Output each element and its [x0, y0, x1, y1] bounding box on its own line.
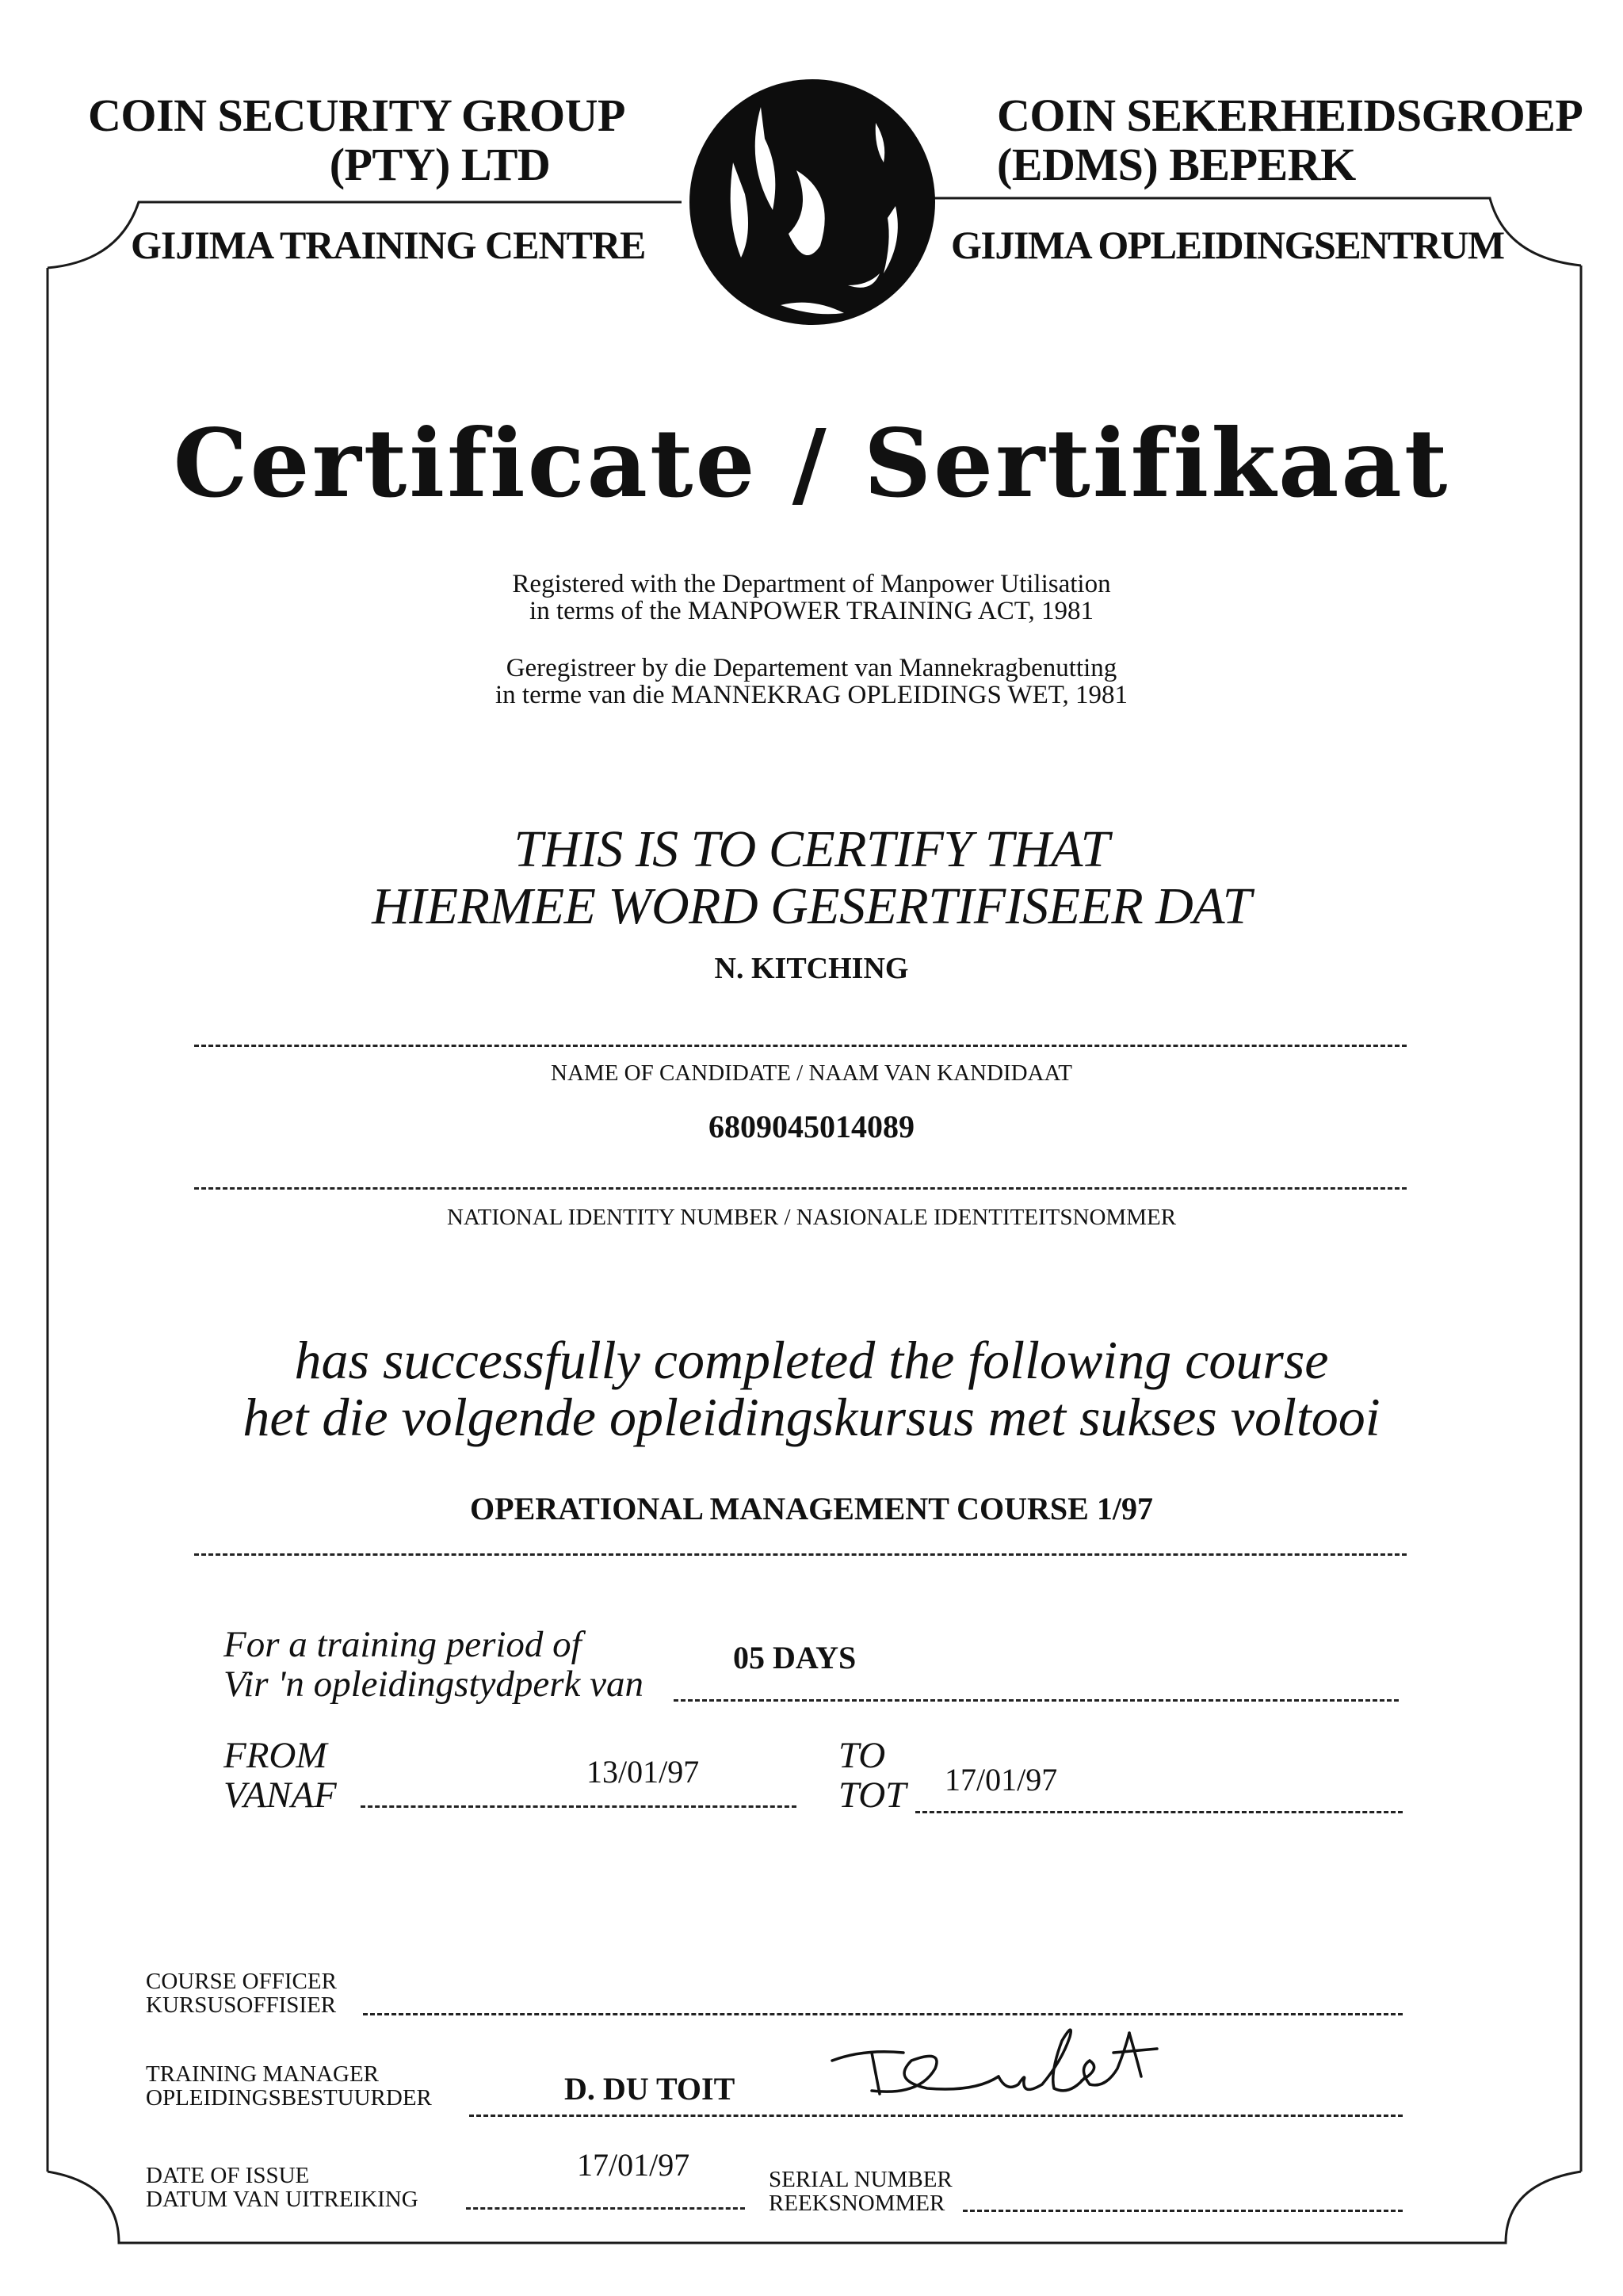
- candidate-id-number: 6809045014089: [708, 1109, 915, 1144]
- candidate-name-label: NAME OF CANDIDATE / NAAM VAN KANDIDAAT: [551, 1060, 1072, 1086]
- training-manager-line: [469, 2115, 1403, 2117]
- training-period-label: [223, 1625, 715, 1704]
- completion-af: het die volgende opleidingskursus met sukses voltooi: [242, 1387, 1381, 1447]
- course-officer-label: [146, 1969, 463, 2017]
- to-label-en: TO: [838, 1735, 886, 1776]
- date-of-issue-label: [146, 2164, 542, 2211]
- certify-heading: [98, 821, 1525, 935]
- from-label-af: VANAF: [223, 1775, 337, 1816]
- training-period-label-af: Vir 'n opleidingstydperk van: [223, 1664, 643, 1705]
- company-name-en-line2: (PTY) LTD: [329, 139, 551, 190]
- training-manager-label-af: OPLEIDINGSBESTUURDER: [146, 2085, 432, 2111]
- training-period-value: 05 DAYS: [733, 1640, 857, 1675]
- date-of-issue-value: 17/01/97: [577, 2147, 690, 2183]
- training-centre-af: GIJIMA OPLEIDINGSENTRUM: [951, 223, 1504, 267]
- company-name-en-line1: COIN SECURITY GROUP: [88, 90, 625, 141]
- registration-af: [336, 655, 1287, 709]
- training-centre-en: GIJIMA TRAINING CENTRE: [131, 223, 646, 267]
- candidate-id-line: [194, 1187, 1407, 1190]
- course-officer-label-af: KURSUSOFFISIER: [146, 1992, 337, 2018]
- company-name-af: [997, 91, 1615, 189]
- to-date: 17/01/97: [945, 1762, 1058, 1797]
- from-date: 13/01/97: [586, 1754, 700, 1790]
- serial-number-label-af: REEKSNOMMER: [769, 2191, 945, 2216]
- serial-number-line: [963, 2210, 1403, 2212]
- registration-en: [336, 571, 1287, 625]
- from-date-line: [361, 1805, 796, 1808]
- certify-en: THIS IS TO CERTIFY THAT: [514, 820, 1109, 878]
- completion-en: has successfully completed the following course: [294, 1330, 1329, 1390]
- to-date-line: [915, 1811, 1403, 1813]
- certificate-title: Certificate / Sertifikaat: [173, 408, 1450, 518]
- globe-emblem-icon: [685, 75, 939, 329]
- candidate-name: N. KITCHING: [714, 952, 909, 985]
- training-manager-label: [146, 2062, 542, 2110]
- certify-af: HIERMEE WORD GESERTIFISEER DAT: [372, 877, 1251, 935]
- date-of-issue-label-en: DATE OF ISSUE: [146, 2163, 310, 2188]
- date-of-issue-line: [466, 2207, 745, 2210]
- course-name-line: [194, 1553, 1407, 1556]
- registration-en-line1: Registered with the Department of Manpower Utilisation: [512, 570, 1111, 598]
- training-manager-label-en: TRAINING MANAGER: [146, 2061, 380, 2087]
- training-period-label-en: For a training period of: [223, 1624, 582, 1665]
- company-name-af-line2: (EDMS) BEPERK: [997, 139, 1356, 190]
- from-label-en: FROM: [223, 1735, 327, 1776]
- registration-af-line1: Geregistreer by die Departement van Mannekragbenutting: [506, 654, 1117, 682]
- training-manager-signature: [816, 2005, 1181, 2116]
- course-officer-label-en: COURSE OFFICER: [146, 1969, 337, 1994]
- serial-number-label-en: SERIAL NUMBER: [769, 2167, 953, 2192]
- registration-en-line2: in terms of the MANPOWER TRAINING ACT, 1981: [529, 597, 1094, 625]
- candidate-name-line: [194, 1045, 1407, 1047]
- to-label-af: TOT: [838, 1775, 907, 1816]
- training-manager-name: D. DU TOIT: [564, 2071, 735, 2107]
- completion-statement: [98, 1331, 1525, 1446]
- candidate-id-label: NATIONAL IDENTITY NUMBER / NASIONALE IDENTITEITSNOMMER: [446, 1205, 1177, 1230]
- from-label: [223, 1736, 382, 1815]
- registration-af-line2: in terme van die MANNEKRAG OPLEIDINGS WET, 1981: [495, 681, 1128, 709]
- company-name-af-line1: COIN SEKERHEIDSGROEP: [997, 90, 1583, 141]
- serial-number-label: [769, 2168, 1086, 2215]
- to-label: [838, 1736, 934, 1815]
- date-of-issue-label-af: DATUM VAN UITREIKING: [146, 2187, 418, 2212]
- training-period-line: [674, 1699, 1399, 1702]
- company-name-en: [79, 91, 634, 189]
- course-name: OPERATIONAL MANAGEMENT COURSE 1/97: [470, 1491, 1153, 1526]
